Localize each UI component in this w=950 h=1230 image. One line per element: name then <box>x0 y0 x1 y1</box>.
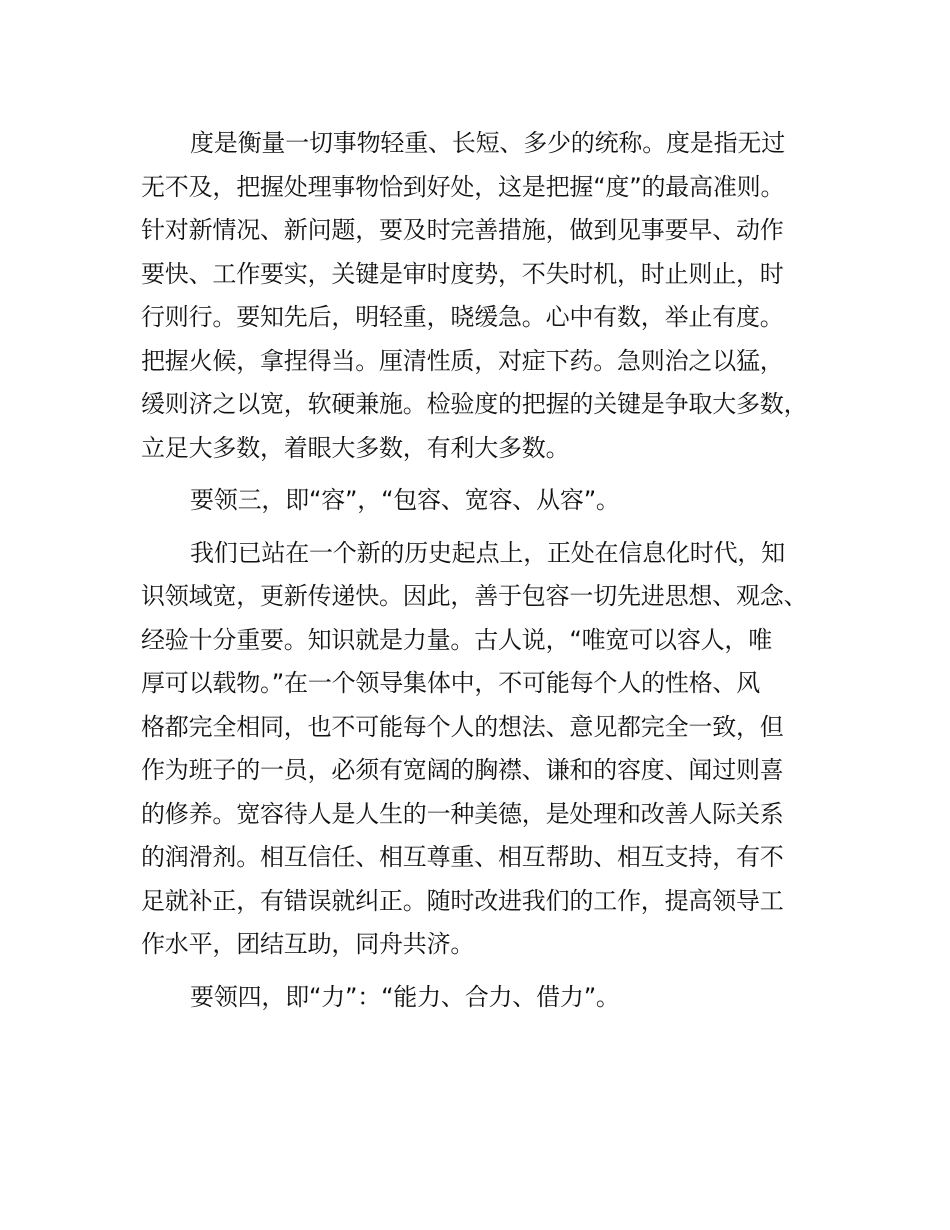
document-page <box>141 122 841 1019</box>
text-line: 行则行。要知先后，明轻重，晓缓急。心中有数，举止有度。 <box>141 303 784 331</box>
text-line: 作为班子的一员，必须有宽阔的胸襟、谦和的容度、闻过则喜 <box>141 756 784 784</box>
text-line: 立足大多数，着眼大多数，有利大多数。 <box>141 433 570 462</box>
text-line: 厚可以载物。”在一个领导集体中，不可能每个人的性格、风 <box>141 669 761 697</box>
text-line: 无不及，把握处理事物恰到好处，这是把握“度”的最高准则。 <box>141 172 785 201</box>
paragraph-tolerance <box>141 532 841 967</box>
text-line: 作水平，团结互助，同舟共济。 <box>141 930 475 958</box>
text-line: 经验十分重要。知识就是力量。古人说，“唯宽可以容人，唯 <box>141 625 773 654</box>
section-heading: 要领四，即“力”：“能力、合力、借力”。 <box>190 982 620 1011</box>
text-line: 缓则济之以宽，软硬兼施。检验度的把握的关键是争取大多数， <box>141 390 808 418</box>
text-line: 我们已站在一个新的历史起点上，正处在信息化时代，知 <box>190 538 785 567</box>
text-line: 度是衡量一切事物轻重、长短、多少的统称。度是指无过 <box>190 129 785 157</box>
text-line: 要快、工作要实，关键是审时度势，不失时机，时止则止，时 <box>141 259 784 288</box>
text-line: 的润滑剂。相互信任、相互尊重、相互帮助、相互支持，有不 <box>141 843 784 871</box>
text-line: 的修养。宽容待人是人生的一种美德，是处理和改善人际关系 <box>141 799 784 828</box>
heading-point-four <box>141 976 841 1020</box>
section-heading: 要领三，即“容”，“包容、宽容、从容”。 <box>190 486 620 514</box>
paragraph-degree <box>141 122 841 470</box>
text-line: 识领域宽，更新传递快。因此，善于包容一切先进思想、观念、 <box>141 582 808 610</box>
text-line: 足就补正，有错误就纠正。随时改进我们的工作，提高领导工 <box>141 886 784 915</box>
heading-point-three <box>141 479 841 523</box>
text-line: 格都完全相同，也不可能每个人的想法、意见都完全一致，但 <box>141 712 784 741</box>
text-line: 把握火候，拿捏得当。厘清性质，对症下药。急则治之以猛， <box>141 346 784 375</box>
text-line: 针对新情况、新问题，要及时完善措施，做到见事要早、动作 <box>141 216 784 244</box>
